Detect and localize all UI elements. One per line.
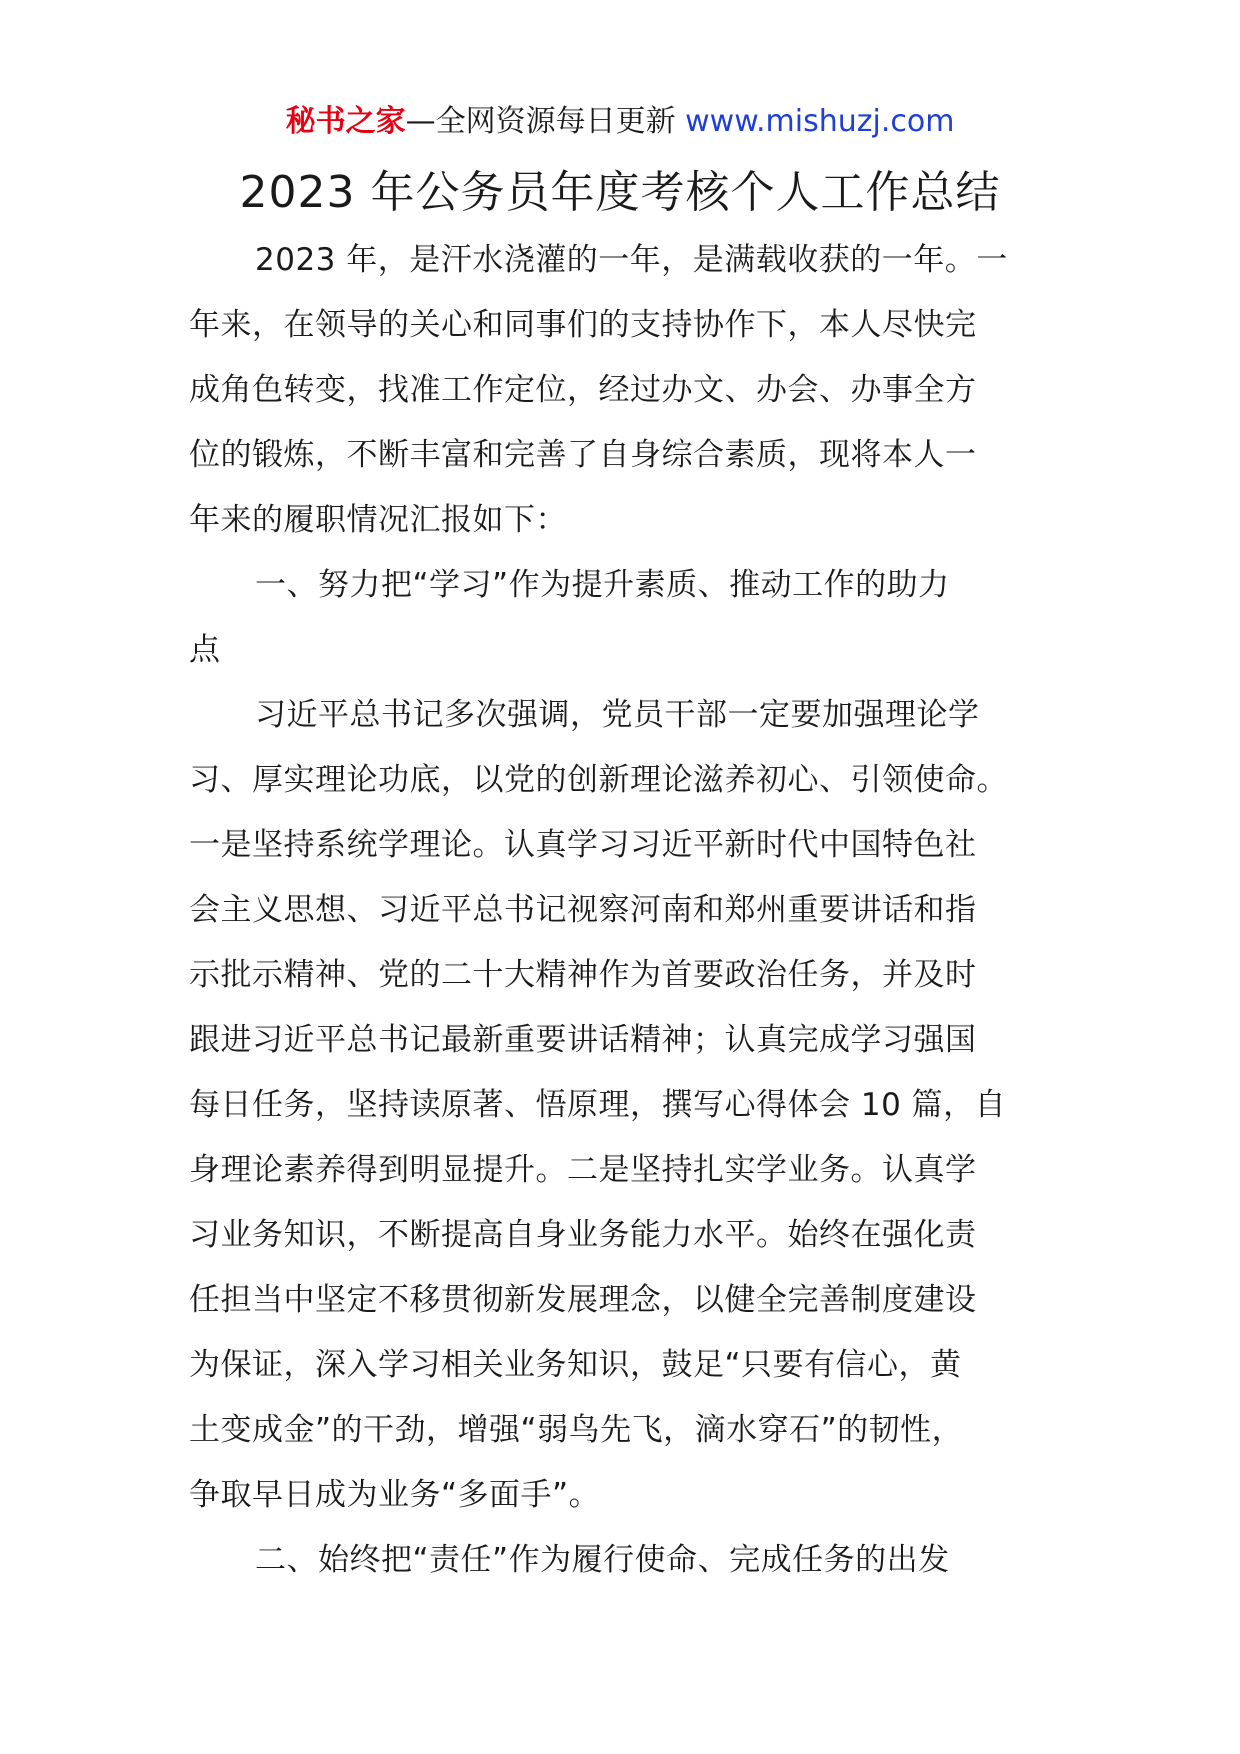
site-banner: [0, 100, 1240, 144]
paragraph-line: 土变成金”的干劲，增强“弱鸟先飞，滴水穿石”的韧性，: [189, 1412, 964, 1448]
paragraph-line: 年来，在领导的关心和同事们的支持协作下，本人尽快完: [189, 307, 977, 343]
document-body: [189, 228, 1059, 1593]
banner-tagline: —全网资源每日更新: [405, 104, 686, 139]
paragraph-line: 习、厚实理论功底，以党的创新理论滋养初心、引领使命。: [189, 762, 1008, 798]
section-heading-line: 点: [189, 632, 221, 668]
document-title: 2023 年公务员年度考核个人工作总结: [239, 167, 1001, 218]
paragraph-line: 为保证，深入学习相关业务知识，鼓足“只要有信心，黄: [189, 1347, 962, 1383]
paragraph-line: 身理论素养得到明显提升。二是坚持扎实学业务。认真学: [189, 1152, 977, 1188]
brand-name: 秘书之家: [285, 104, 406, 139]
paragraph-line: 成角色转变，找准工作定位，经过办文、办会、办事全方: [189, 372, 977, 408]
section-heading-line: 一、努力把“学习”作为提升素质、推动工作的助力: [255, 567, 950, 603]
paragraph-line: 跟进习近平总书记最新重要讲话精神；认真完成学习强国: [189, 1022, 977, 1058]
paragraph-line: 年来的履职情况汇报如下：: [189, 502, 567, 538]
paragraph-line: 争取早日成为业务“多面手”。: [189, 1477, 601, 1513]
section-heading-line: 二、始终把“责任”作为履行使命、完成任务的出发: [255, 1542, 950, 1578]
paragraph-line: 示批示精神、党的二十大精神作为首要政治任务，并及时: [189, 957, 977, 993]
site-url-link[interactable]: www.mishuzj.com: [685, 104, 955, 139]
paragraph-line: 习业务知识，不断提高自身业务能力水平。始终在强化责: [189, 1217, 977, 1253]
paragraph-line: 一是坚持系统学理论。认真学习习近平新时代中国特色社: [189, 827, 977, 863]
paragraph-line: 2023 年，是汗水浇灌的一年，是满载收获的一年。一: [255, 242, 1008, 278]
paragraph-line: 位的锻炼，不断丰富和完善了自身综合素质，现将本人一: [189, 437, 977, 473]
paragraph-line: 会主义思想、习近平总书记视察河南和郑州重要讲话和指: [189, 892, 977, 928]
paragraph-line: 任担当中坚定不移贯彻新发展理念，以健全完善制度建设: [189, 1282, 977, 1318]
paragraph-line: 习近平总书记多次强调，党员干部一定要加强理论学: [255, 697, 980, 733]
paragraph-line: 每日任务，坚持读原著、悟原理，撰写心得体会 10 篇，自: [189, 1087, 1007, 1123]
